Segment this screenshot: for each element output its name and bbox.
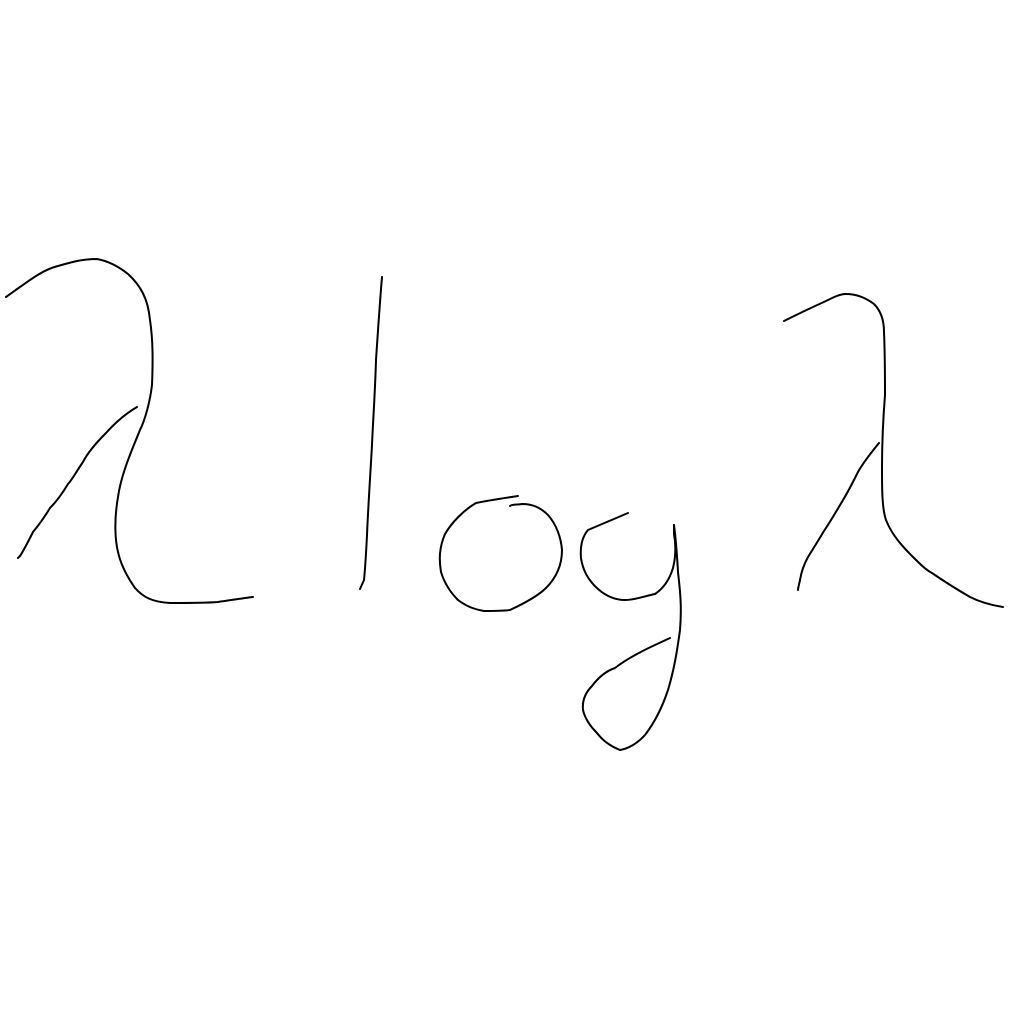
glyph-letter-o [440, 496, 562, 611]
glyph-two-right [784, 294, 1003, 607]
glyph-letter-l [360, 277, 382, 589]
glyph-letter-g [581, 513, 681, 750]
glyph-two-left [6, 259, 253, 603]
